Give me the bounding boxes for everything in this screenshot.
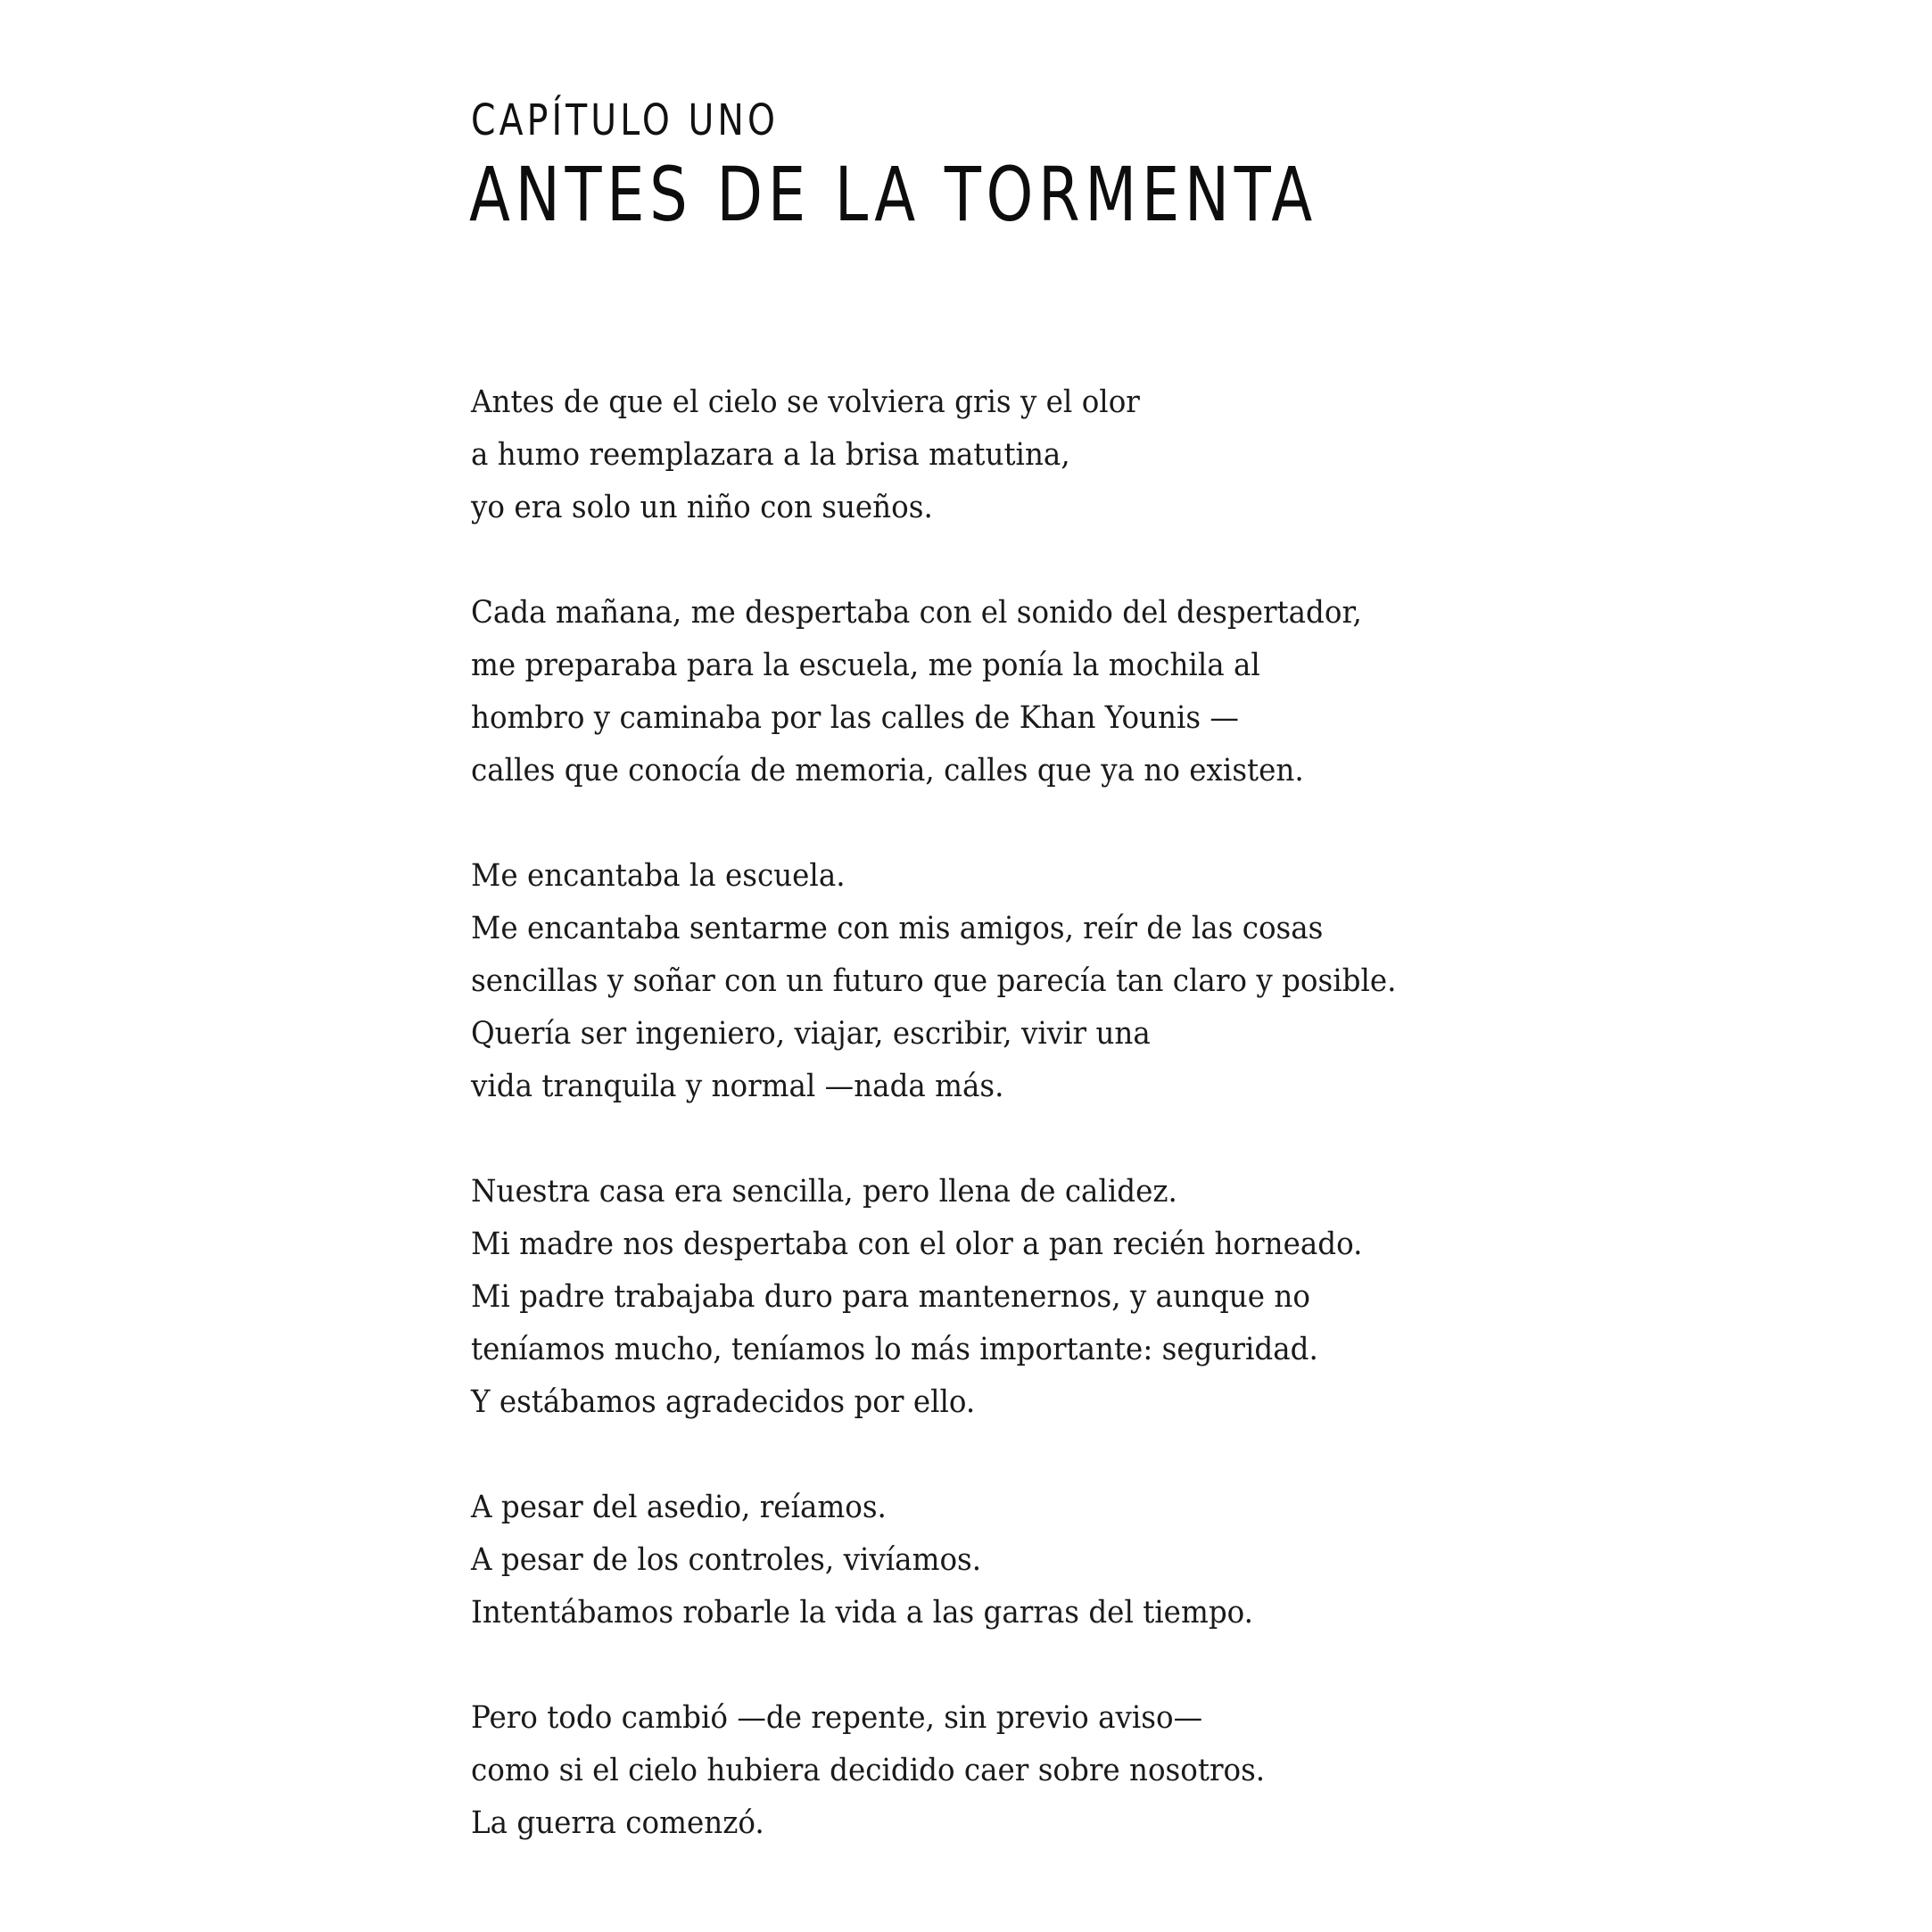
text-line: Me encantaba sentarme con mis amigos, reír de las cosas <box>471 911 1324 946</box>
text-line: A pesar de los controles, vivíamos. <box>471 1542 982 1578</box>
text-line: Mi madre nos despertaba con el olor a pan recién horneado. <box>471 1226 1363 1262</box>
chapter-title: ANTES DE LA TORMENTA <box>469 151 1317 238</box>
text-line: Mi padre trabajaba duro para mantenernos, y aunque no <box>471 1279 1310 1315</box>
text-line: yo era solo un niño con sueños. <box>471 490 933 525</box>
text-line: sencillas y soñar con un futuro que parecía tan claro y posible. <box>471 963 1397 999</box>
text-line: Nuestra casa era sencilla, pero llena de calidez. <box>471 1174 1177 1210</box>
text-line: A pesar del asedio, reíamos. <box>471 1490 887 1525</box>
text-line: Pero todo cambió —de repente, sin previo aviso— <box>471 1700 1203 1736</box>
text-line: como si el cielo hubiera decidido caer sobre nosotros. <box>471 1753 1266 1788</box>
text-line: Quería ser ingeniero, viajar, escribir, vivir una <box>471 1016 1151 1052</box>
text-line: La guerra comenzó. <box>471 1805 764 1841</box>
text-line: Intentábamos robarle la vida a las garras del tiempo. <box>471 1595 1254 1631</box>
text-line: Cada mañana, me despertaba con el sonido del despertador, <box>471 595 1362 631</box>
text-line: hombro y caminaba por las calles de Khan Younis — <box>471 700 1239 736</box>
stanza-6 <box>471 1692 1765 1850</box>
text-line: me preparaba para la escuela, me ponía la mochila al <box>471 648 1260 683</box>
text-line: Me encantaba la escuela. <box>471 858 846 894</box>
text-line: calles que conocía de memoria, calles que ya no existen. <box>471 753 1304 788</box>
text-line: teníamos mucho, teníamos lo más importante: seguridad. <box>471 1332 1318 1367</box>
chapter-label: CAPÍTULO UNO <box>471 95 780 145</box>
stanza-1 <box>471 376 1765 534</box>
text-line: vida tranquila y normal —nada más. <box>471 1069 1004 1104</box>
text-line: a humo reemplazara a la brisa matutina, <box>471 437 1070 473</box>
chapter-body <box>471 376 1765 1903</box>
stanza-5 <box>471 1482 1765 1639</box>
stanza-3 <box>471 850 1765 1113</box>
stanza-2 <box>471 587 1765 797</box>
text-line: Antes de que el cielo se volviera gris y el olor <box>471 384 1140 420</box>
text-line: Y estábamos agradecidos por ello. <box>471 1384 976 1420</box>
stanza-4 <box>471 1166 1765 1429</box>
